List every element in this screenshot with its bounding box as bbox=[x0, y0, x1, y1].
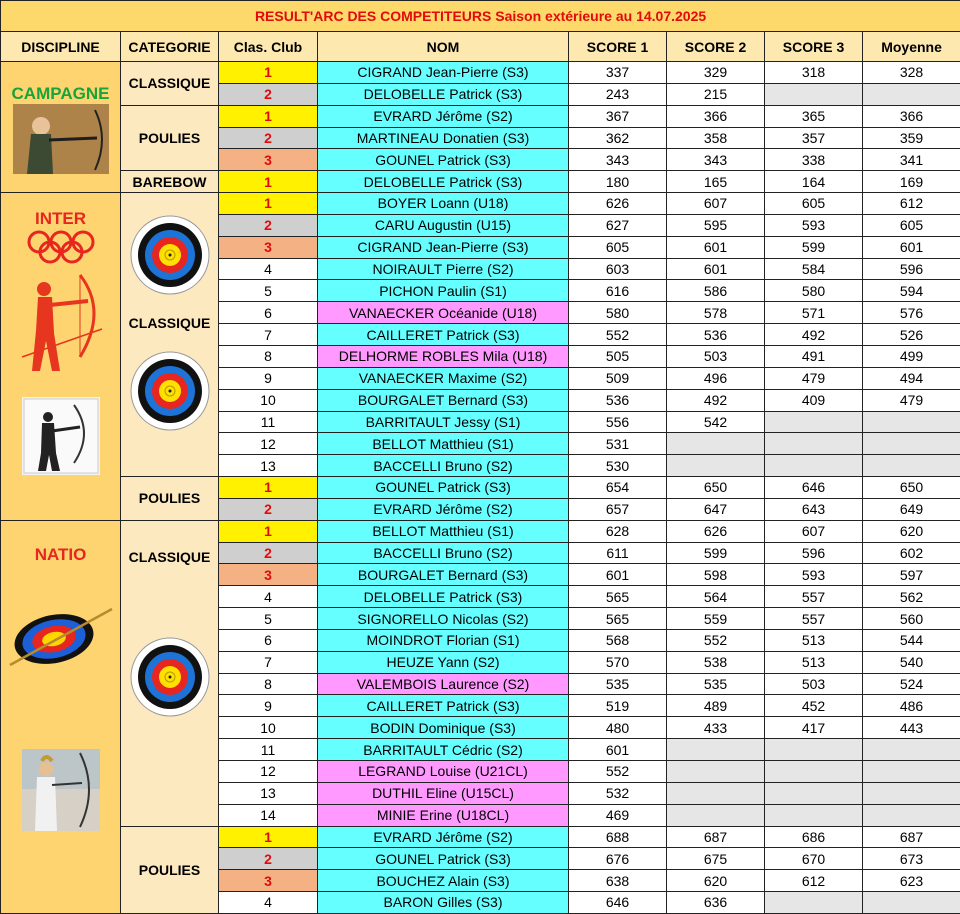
score-cell: 535 bbox=[667, 673, 765, 695]
score-cell: 509 bbox=[569, 367, 667, 389]
rank-cell: 13 bbox=[219, 455, 318, 477]
header-moyenne: Moyenne bbox=[863, 32, 960, 62]
score-cell: 338 bbox=[765, 149, 863, 171]
score-cell: 362 bbox=[569, 127, 667, 149]
discipline-inter bbox=[1, 193, 121, 521]
score-cell: 492 bbox=[667, 389, 765, 411]
average-cell bbox=[863, 804, 960, 826]
score-cell bbox=[765, 782, 863, 804]
score-cell: 367 bbox=[569, 105, 667, 127]
arrow-target-icon bbox=[6, 601, 116, 671]
average-cell: 601 bbox=[863, 236, 960, 258]
score-cell: 626 bbox=[569, 193, 667, 215]
name-cell: GOUNEL Patrick (S3) bbox=[318, 149, 569, 171]
score-cell: 552 bbox=[569, 761, 667, 783]
rank-cell: 10 bbox=[219, 717, 318, 739]
name-cell: BOYER Loann (U18) bbox=[318, 193, 569, 215]
olympic-rings-icon bbox=[26, 229, 96, 265]
score-cell: 469 bbox=[569, 804, 667, 826]
score-cell: 557 bbox=[765, 586, 863, 608]
score-cell: 180 bbox=[569, 171, 667, 193]
name-cell: MARTINEAU Donatien (S3) bbox=[318, 127, 569, 149]
rank-cell: 1 bbox=[219, 171, 318, 193]
rank-cell: 4 bbox=[219, 892, 318, 914]
score-cell: 628 bbox=[569, 520, 667, 542]
average-cell: 526 bbox=[863, 324, 960, 346]
category-poulies bbox=[121, 477, 219, 521]
rank-cell: 2 bbox=[219, 214, 318, 236]
score-cell bbox=[765, 739, 863, 761]
name-cell: EVRARD Jérôme (S2) bbox=[318, 826, 569, 848]
table-row bbox=[1, 477, 960, 499]
average-cell: 540 bbox=[863, 651, 960, 673]
score-cell: 409 bbox=[765, 389, 863, 411]
score-cell: 366 bbox=[667, 105, 765, 127]
score-cell: 626 bbox=[667, 520, 765, 542]
score-cell: 565 bbox=[569, 586, 667, 608]
score-cell: 601 bbox=[569, 564, 667, 586]
category-label: POULIES bbox=[138, 861, 201, 878]
category-label: CLASSIQUE bbox=[128, 75, 211, 92]
average-cell: 562 bbox=[863, 586, 960, 608]
score-cell: 343 bbox=[569, 149, 667, 171]
average-cell: 328 bbox=[863, 62, 960, 84]
rank-cell: 4 bbox=[219, 258, 318, 280]
rank-cell: 5 bbox=[219, 608, 318, 630]
category-label: CLASSIQUE bbox=[128, 315, 211, 332]
rank-cell: 3 bbox=[219, 564, 318, 586]
rank-cell: 6 bbox=[219, 629, 318, 651]
score-cell: 519 bbox=[569, 695, 667, 717]
discipline-label: INTER bbox=[35, 209, 86, 229]
category-poulies bbox=[121, 826, 219, 913]
average-cell: 341 bbox=[863, 149, 960, 171]
archer-silhouette-icon bbox=[16, 271, 106, 381]
score-cell: 657 bbox=[569, 498, 667, 520]
score-cell: 605 bbox=[569, 236, 667, 258]
rank-cell: 11 bbox=[219, 739, 318, 761]
average-cell: 576 bbox=[863, 302, 960, 324]
score-cell: 686 bbox=[765, 826, 863, 848]
score-cell: 164 bbox=[765, 171, 863, 193]
score-cell: 503 bbox=[667, 345, 765, 367]
score-cell: 343 bbox=[667, 149, 765, 171]
rank-cell: 1 bbox=[219, 105, 318, 127]
header-score-2: SCORE 2 bbox=[667, 32, 765, 62]
name-cell: MOINDROT Florian (S1) bbox=[318, 629, 569, 651]
rank-cell: 2 bbox=[219, 848, 318, 870]
score-cell: 607 bbox=[765, 520, 863, 542]
score-cell: 452 bbox=[765, 695, 863, 717]
score-cell: 596 bbox=[765, 542, 863, 564]
target-face-icon bbox=[130, 215, 210, 295]
rank-cell: 1 bbox=[219, 193, 318, 215]
name-cell: MINIE Erine (U18CL) bbox=[318, 804, 569, 826]
average-cell: 612 bbox=[863, 193, 960, 215]
score-cell: 557 bbox=[765, 608, 863, 630]
name-cell: LEGRAND Louise (U21CL) bbox=[318, 761, 569, 783]
score-cell: 601 bbox=[667, 236, 765, 258]
score-cell: 578 bbox=[667, 302, 765, 324]
score-cell bbox=[667, 804, 765, 826]
table-row bbox=[1, 105, 960, 127]
table-row bbox=[1, 826, 960, 848]
score-cell: 580 bbox=[569, 302, 667, 324]
score-cell: 670 bbox=[765, 848, 863, 870]
score-cell bbox=[667, 782, 765, 804]
page-title: RESULT'ARC DES COMPETITEURS Saison extérieure au 14.07.2025 bbox=[1, 1, 960, 32]
score-cell: 612 bbox=[765, 870, 863, 892]
name-cell: VANAECKER Océanide (U18) bbox=[318, 302, 569, 324]
score-cell: 571 bbox=[765, 302, 863, 324]
score-cell: 492 bbox=[765, 324, 863, 346]
category-label: CLASSIQUE bbox=[128, 548, 211, 565]
header-score-1: SCORE 1 bbox=[569, 32, 667, 62]
name-cell: BARRITAULT Jessy (S1) bbox=[318, 411, 569, 433]
score-cell: 165 bbox=[667, 171, 765, 193]
score-cell: 337 bbox=[569, 62, 667, 84]
score-cell bbox=[667, 455, 765, 477]
name-cell: NOIRAULT Pierre (S2) bbox=[318, 258, 569, 280]
rank-cell: 3 bbox=[219, 236, 318, 258]
category-label: POULIES bbox=[138, 129, 201, 146]
rank-cell: 3 bbox=[219, 870, 318, 892]
average-cell bbox=[863, 433, 960, 455]
score-cell: 243 bbox=[569, 83, 667, 105]
score-cell: 538 bbox=[667, 651, 765, 673]
score-cell: 357 bbox=[765, 127, 863, 149]
average-cell bbox=[863, 411, 960, 433]
name-cell: CIGRAND Jean-Pierre (S3) bbox=[318, 236, 569, 258]
score-cell bbox=[765, 433, 863, 455]
score-cell: 532 bbox=[569, 782, 667, 804]
rank-cell: 6 bbox=[219, 302, 318, 324]
header-row bbox=[1, 32, 960, 62]
score-cell bbox=[765, 411, 863, 433]
score-cell: 513 bbox=[765, 651, 863, 673]
name-cell: GOUNEL Patrick (S3) bbox=[318, 848, 569, 870]
table-row bbox=[1, 193, 960, 215]
score-cell: 611 bbox=[569, 542, 667, 564]
score-cell: 318 bbox=[765, 62, 863, 84]
rank-cell: 2 bbox=[219, 127, 318, 149]
name-cell: BACCELLI Bruno (S2) bbox=[318, 455, 569, 477]
score-cell: 365 bbox=[765, 105, 863, 127]
average-cell: 594 bbox=[863, 280, 960, 302]
score-cell: 687 bbox=[667, 826, 765, 848]
score-cell: 603 bbox=[569, 258, 667, 280]
score-cell: 513 bbox=[765, 629, 863, 651]
name-cell: BELLOT Matthieu (S1) bbox=[318, 520, 569, 542]
average-cell: 687 bbox=[863, 826, 960, 848]
rank-cell: 13 bbox=[219, 782, 318, 804]
name-cell: DELHORME ROBLES Mila (U18) bbox=[318, 345, 569, 367]
rank-cell: 9 bbox=[219, 367, 318, 389]
average-cell bbox=[863, 782, 960, 804]
average-cell: 366 bbox=[863, 105, 960, 127]
rank-cell: 12 bbox=[219, 761, 318, 783]
score-cell: 584 bbox=[765, 258, 863, 280]
score-cell: 620 bbox=[667, 870, 765, 892]
score-cell: 535 bbox=[569, 673, 667, 695]
score-cell: 688 bbox=[569, 826, 667, 848]
score-cell bbox=[765, 761, 863, 783]
score-cell: 491 bbox=[765, 345, 863, 367]
rank-cell: 1 bbox=[219, 477, 318, 499]
table-row bbox=[1, 171, 960, 193]
score-cell: 570 bbox=[569, 651, 667, 673]
name-cell: CIGRAND Jean-Pierre (S3) bbox=[318, 62, 569, 84]
average-cell: 524 bbox=[863, 673, 960, 695]
name-cell: EVRARD Jérôme (S2) bbox=[318, 105, 569, 127]
score-cell bbox=[765, 83, 863, 105]
score-cell: 636 bbox=[667, 892, 765, 914]
score-cell: 358 bbox=[667, 127, 765, 149]
rank-cell: 1 bbox=[219, 62, 318, 84]
average-cell bbox=[863, 83, 960, 105]
score-cell: 503 bbox=[765, 673, 863, 695]
score-cell: 599 bbox=[765, 236, 863, 258]
score-cell: 536 bbox=[569, 389, 667, 411]
target-face-icon bbox=[130, 637, 210, 717]
campagne-archer-photo bbox=[13, 104, 109, 174]
rank-cell: 10 bbox=[219, 389, 318, 411]
header-categorie: CATEGORIE bbox=[121, 32, 219, 62]
archer-photo bbox=[22, 397, 100, 475]
score-cell: 417 bbox=[765, 717, 863, 739]
rank-cell: 1 bbox=[219, 520, 318, 542]
score-cell: 676 bbox=[569, 848, 667, 870]
average-cell: 544 bbox=[863, 629, 960, 651]
name-cell: BOURGALET Bernard (S3) bbox=[318, 564, 569, 586]
discipline-natio bbox=[1, 520, 121, 913]
score-cell: 675 bbox=[667, 848, 765, 870]
average-cell: 169 bbox=[863, 171, 960, 193]
score-cell: 646 bbox=[765, 477, 863, 499]
category-classique bbox=[121, 193, 219, 477]
score-cell: 586 bbox=[667, 280, 765, 302]
average-cell: 479 bbox=[863, 389, 960, 411]
average-cell: 443 bbox=[863, 717, 960, 739]
average-cell: 596 bbox=[863, 258, 960, 280]
average-cell: 650 bbox=[863, 477, 960, 499]
score-cell: 552 bbox=[569, 324, 667, 346]
average-cell bbox=[863, 892, 960, 914]
average-cell: 673 bbox=[863, 848, 960, 870]
category-label: BAREBOW bbox=[132, 173, 207, 190]
score-cell: 536 bbox=[667, 324, 765, 346]
table-body bbox=[1, 62, 960, 914]
name-cell: CAILLERET Patrick (S3) bbox=[318, 695, 569, 717]
score-cell bbox=[667, 739, 765, 761]
score-cell: 329 bbox=[667, 62, 765, 84]
score-cell: 433 bbox=[667, 717, 765, 739]
score-cell: 601 bbox=[667, 258, 765, 280]
average-cell: 605 bbox=[863, 214, 960, 236]
rank-cell: 11 bbox=[219, 411, 318, 433]
score-cell: 595 bbox=[667, 214, 765, 236]
average-cell: 486 bbox=[863, 695, 960, 717]
score-cell bbox=[667, 433, 765, 455]
score-cell: 531 bbox=[569, 433, 667, 455]
score-cell: 552 bbox=[667, 629, 765, 651]
score-cell: 564 bbox=[667, 586, 765, 608]
header-nom: NOM bbox=[318, 32, 569, 62]
name-cell: DELOBELLE Patrick (S3) bbox=[318, 171, 569, 193]
rank-cell: 8 bbox=[219, 673, 318, 695]
rank-cell: 2 bbox=[219, 83, 318, 105]
average-cell: 494 bbox=[863, 367, 960, 389]
header-score-3: SCORE 3 bbox=[765, 32, 863, 62]
discipline-label: NATIO bbox=[34, 544, 87, 564]
score-cell: 480 bbox=[569, 717, 667, 739]
score-cell: 559 bbox=[667, 608, 765, 630]
rank-cell: 7 bbox=[219, 324, 318, 346]
name-cell: EVRARD Jérôme (S2) bbox=[318, 498, 569, 520]
score-cell: 489 bbox=[667, 695, 765, 717]
rank-cell: 9 bbox=[219, 695, 318, 717]
name-cell: HEUZE Yann (S2) bbox=[318, 651, 569, 673]
average-cell bbox=[863, 761, 960, 783]
name-cell: SIGNORELLO Nicolas (S2) bbox=[318, 608, 569, 630]
rank-cell: 7 bbox=[219, 651, 318, 673]
score-cell: 496 bbox=[667, 367, 765, 389]
table-row bbox=[1, 62, 960, 84]
average-cell bbox=[863, 739, 960, 761]
score-cell bbox=[765, 892, 863, 914]
rank-cell: 12 bbox=[219, 433, 318, 455]
name-cell: BOUCHEZ Alain (S3) bbox=[318, 870, 569, 892]
score-cell: 593 bbox=[765, 214, 863, 236]
score-cell: 643 bbox=[765, 498, 863, 520]
score-cell bbox=[765, 455, 863, 477]
rank-cell: 5 bbox=[219, 280, 318, 302]
score-cell bbox=[667, 761, 765, 783]
archer-photo bbox=[22, 749, 100, 831]
score-cell bbox=[765, 804, 863, 826]
rank-cell: 8 bbox=[219, 345, 318, 367]
score-cell: 646 bbox=[569, 892, 667, 914]
average-cell: 649 bbox=[863, 498, 960, 520]
score-cell: 568 bbox=[569, 629, 667, 651]
average-cell: 620 bbox=[863, 520, 960, 542]
rank-cell: 4 bbox=[219, 586, 318, 608]
name-cell: DUTHIL Eline (U15CL) bbox=[318, 782, 569, 804]
name-cell: DELOBELLE Patrick (S3) bbox=[318, 586, 569, 608]
category-classique bbox=[121, 520, 219, 826]
score-cell: 479 bbox=[765, 367, 863, 389]
average-cell bbox=[863, 455, 960, 477]
score-cell: 599 bbox=[667, 542, 765, 564]
header-clas-club: Clas. Club bbox=[219, 32, 318, 62]
header-discipline: DISCIPLINE bbox=[1, 32, 121, 62]
score-cell: 601 bbox=[569, 739, 667, 761]
score-cell: 505 bbox=[569, 345, 667, 367]
score-cell: 650 bbox=[667, 477, 765, 499]
score-cell: 627 bbox=[569, 214, 667, 236]
table-row bbox=[1, 520, 960, 542]
name-cell: BARRITAULT Cédric (S2) bbox=[318, 739, 569, 761]
name-cell: BACCELLI Bruno (S2) bbox=[318, 542, 569, 564]
average-cell: 597 bbox=[863, 564, 960, 586]
score-cell: 542 bbox=[667, 411, 765, 433]
score-cell: 556 bbox=[569, 411, 667, 433]
score-cell: 605 bbox=[765, 193, 863, 215]
discipline-campagne bbox=[1, 62, 121, 193]
score-cell: 215 bbox=[667, 83, 765, 105]
name-cell: BELLOT Matthieu (S1) bbox=[318, 433, 569, 455]
name-cell: VANAECKER Maxime (S2) bbox=[318, 367, 569, 389]
average-cell: 499 bbox=[863, 345, 960, 367]
name-cell: DELOBELLE Patrick (S3) bbox=[318, 83, 569, 105]
target-face-icon bbox=[130, 351, 210, 431]
average-cell: 560 bbox=[863, 608, 960, 630]
name-cell: CAILLERET Patrick (S3) bbox=[318, 324, 569, 346]
discipline-label: CAMPAGNE bbox=[11, 84, 110, 103]
score-cell: 530 bbox=[569, 455, 667, 477]
rank-cell: 3 bbox=[219, 149, 318, 171]
rank-cell: 1 bbox=[219, 826, 318, 848]
rank-cell: 2 bbox=[219, 498, 318, 520]
score-cell: 580 bbox=[765, 280, 863, 302]
average-cell: 623 bbox=[863, 870, 960, 892]
score-cell: 598 bbox=[667, 564, 765, 586]
rank-cell: 2 bbox=[219, 542, 318, 564]
name-cell: PICHON Paulin (S1) bbox=[318, 280, 569, 302]
average-cell: 359 bbox=[863, 127, 960, 149]
category-barebow bbox=[121, 171, 219, 193]
name-cell: CARU Augustin (U15) bbox=[318, 214, 569, 236]
name-cell: VALEMBOIS Laurence (S2) bbox=[318, 673, 569, 695]
name-cell: BOURGALET Bernard (S3) bbox=[318, 389, 569, 411]
score-cell: 654 bbox=[569, 477, 667, 499]
score-cell: 616 bbox=[569, 280, 667, 302]
category-label: POULIES bbox=[138, 490, 201, 507]
name-cell: BODIN Dominique (S3) bbox=[318, 717, 569, 739]
rank-cell: 14 bbox=[219, 804, 318, 826]
average-cell: 602 bbox=[863, 542, 960, 564]
score-cell: 638 bbox=[569, 870, 667, 892]
category-classique bbox=[121, 62, 219, 106]
name-cell: BARON Gilles (S3) bbox=[318, 892, 569, 914]
score-cell: 593 bbox=[765, 564, 863, 586]
score-cell: 565 bbox=[569, 608, 667, 630]
name-cell: GOUNEL Patrick (S3) bbox=[318, 477, 569, 499]
score-cell: 647 bbox=[667, 498, 765, 520]
category-poulies bbox=[121, 105, 219, 171]
score-cell: 607 bbox=[667, 193, 765, 215]
